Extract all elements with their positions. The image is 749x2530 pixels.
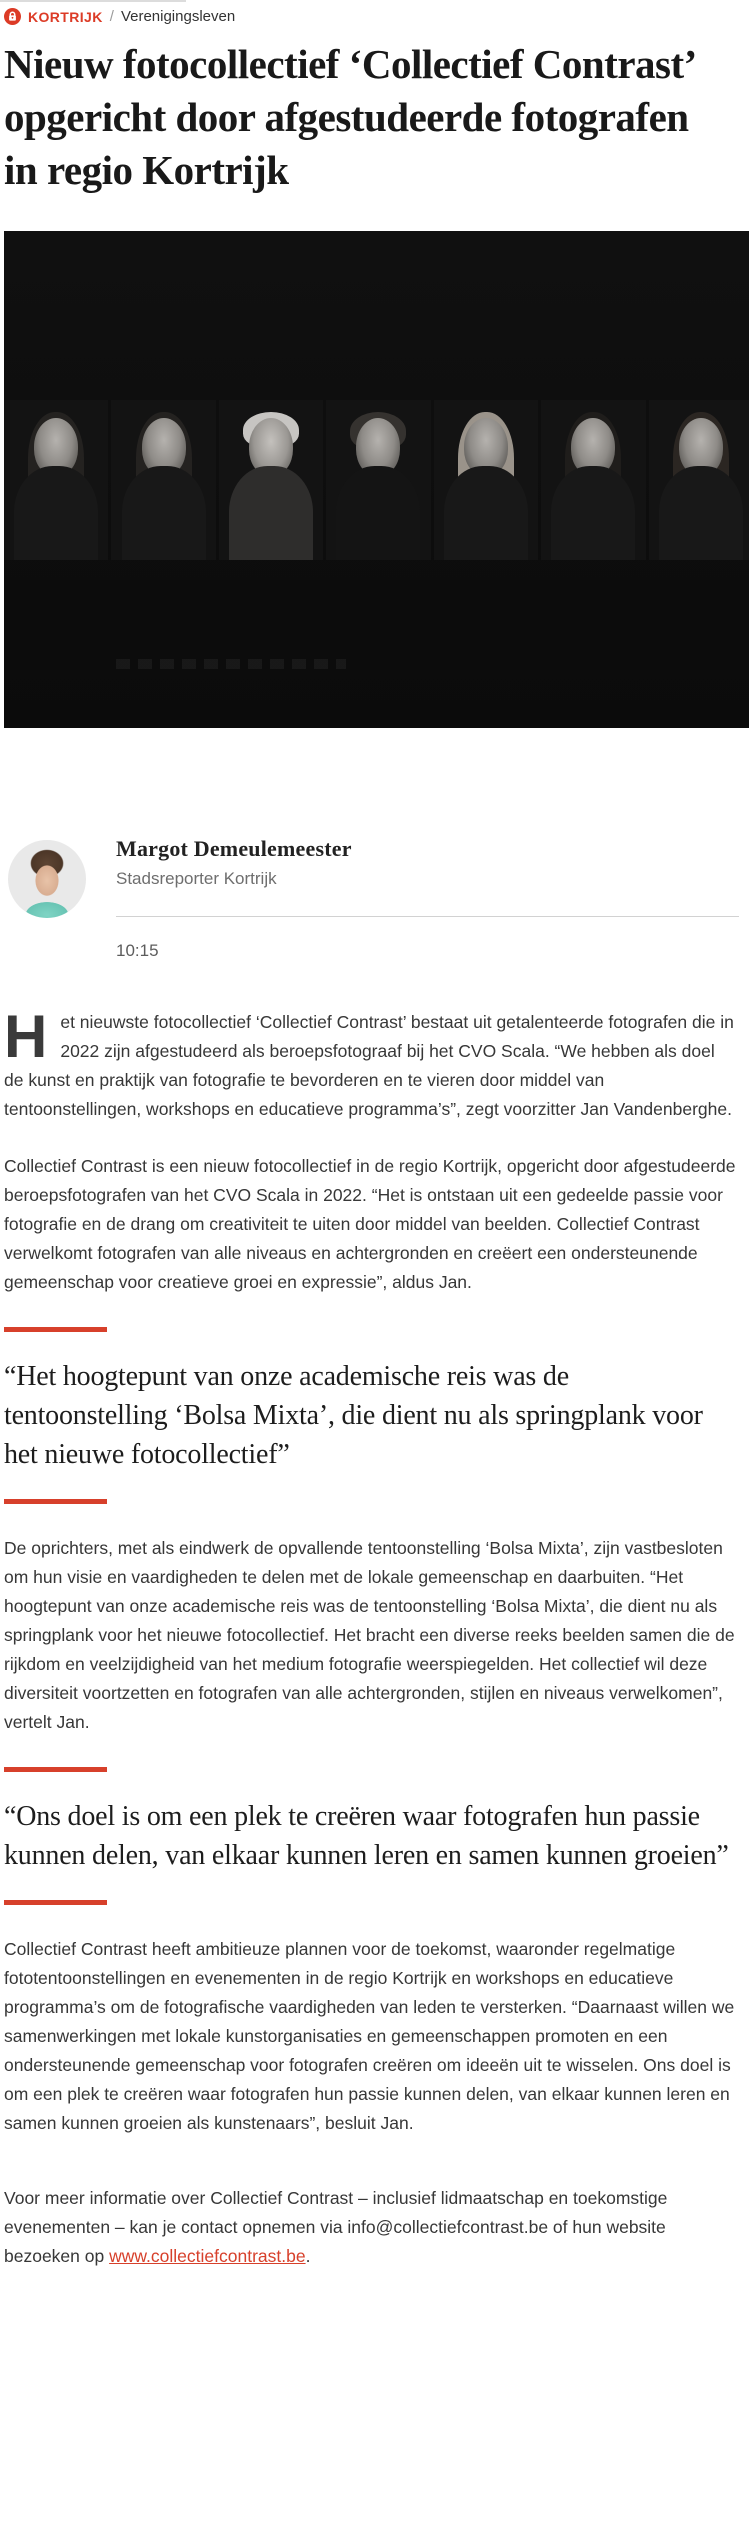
pullquote-2: [4, 1767, 739, 1905]
breadcrumb-separator: /: [109, 8, 114, 25]
breadcrumb-section-kortrijk[interactable]: KORTRIJK: [28, 8, 103, 25]
portrait-panel: [326, 400, 430, 560]
quote-rule-top: [4, 1327, 107, 1332]
hero-image: [4, 231, 749, 728]
paragraph-3: De oprichters, met als eindwerk de opvallende tentoonstelling ‘Bolsa Mixta’, zijn vastbesloten om hun visie en vaardigheden te delen met de lokale gemeenschap en daarbuiten. “Het hoogtepunt van onze academische reis was de tentoonstelling ‘Bolsa Mixta’, die dient nu als springplank voor het nieuwe fotocollectief. Het bracht een diverse reeks beelden samen die de rijkdom en veelzijdigheid van het medium fotografie weerspiegelden. Het collectief wil deze diversiteit voortzetten en fotografen van alle achtergronden, stijlen en niveaus verwelkomen”, vertelt Jan.: [4, 1538, 735, 1732]
portrait-panel: [111, 400, 215, 560]
author-meta: [116, 836, 739, 961]
quote-rule-bottom: [4, 1499, 107, 1504]
collectiefcontrast-link[interactable]: www.collectiefcontrast.be: [109, 2246, 306, 2266]
author-byline: [4, 836, 739, 961]
paragraph-5: [4, 2184, 739, 2271]
pullquote-2-text: “Ons doel is om een plek te creëren waar fotografen hun passie kunnen delen, van elkaar kunnen leren en samen kunnen groeien”: [4, 1801, 729, 1871]
portrait-panel: [649, 400, 749, 560]
portrait-strip: [4, 400, 749, 560]
portrait-panel: [541, 400, 645, 560]
hero-watermark: [116, 659, 346, 669]
publish-time: 10:15: [116, 941, 159, 960]
breadcrumb: [4, 8, 739, 25]
portrait-panel: [219, 400, 323, 560]
quote-rule-top: [4, 1767, 107, 1772]
paragraph-5-text: Voor meer informatie over Collectief Contrast – inclusief lidmaatschap en toekomstige evenementen – kan je contact opnemen via info@collectiefcontrast.be of hun website bezoeken op: [4, 2188, 668, 2266]
premium-lock-icon: [4, 8, 21, 25]
paragraph-2: Collectief Contrast is een nieuw fotocollectief in de regio Kortrijk, opgericht door afgestudeerde beroepsfotografen van het CVO Scala in 2022. “Het is ontstaan uit een gedeelde passie voor fotografie en de drang om creativiteit te uiten door middel van beelden. Collectief Contrast verwelkomt fotografen van alle niveaus en achtergronden en creëert een ondersteunende gemeenschap voor creatieve groei en expressie”, aldus Jan.: [4, 1156, 736, 1292]
quote-rule-bottom: [4, 1900, 107, 1905]
breadcrumb-category-verenigingsleven[interactable]: Verenigingsleven: [120, 8, 236, 25]
byline-divider: [116, 916, 739, 917]
paragraph-5-period: .: [305, 2246, 311, 2266]
portrait-panel: [4, 400, 108, 560]
pullquote-1-text: “Het hoogtepunt van onze academische reis was de tentoonstelling ‘Bolsa Mixta’, die dient nu als springplank voor het nieuwe fotocollectief”: [4, 1361, 703, 1470]
dropcap-letter: H: [4, 1003, 48, 1070]
author-name: Margot Demeulemeester: [116, 836, 352, 861]
paragraph-4: Collectief Contrast heeft ambitieuze plannen voor de toekomst, waaronder regelmatige fototentoonstellingen en evenementen in de regio Kortrijk en workshops en educatieve programma’s om de fotografische vaardigheden van leden te versterken. “Daarnaast willen we samenwerkingen met lokale kunstorganisaties en gemeenschappen promoten en een ondersteunende gemeenschap voor fotografen creëren om ideeën uit te wisselen. Ons doel is om een plek te creëren waar fotografen hun passie kunnen delen, van elkaar kunnen leren en samen kunnen groeien als kunstenaars”, besluit Jan.: [4, 1939, 735, 2133]
author-avatar: [8, 840, 86, 918]
article-body: [4, 1003, 739, 2271]
page-title: Nieuw fotocollectief ‘Collectief Contrast’ opgericht door afgestudeerde fotografen in regio Kortrijk: [4, 41, 694, 193]
pullquote-1: [4, 1327, 739, 1504]
author-role: Stadsreporter Kortrijk: [116, 869, 277, 888]
top-edge-artifact: [0, 0, 186, 2]
paragraph-1: [4, 1003, 739, 1124]
portrait-panel: [434, 400, 538, 560]
paragraph-1-text: et nieuwste fotocollectief ‘Collectief Contrast’ bestaat uit getalenteerde fotografen die in 2022 zijn afgestudeerd als beroepsfotograaf bij het CVO Scala. “We hebben als doel de kunst en praktijk van fotografie te bevorderen en te vieren door middel van tentoonstellingen, workshops en educatieve programma’s”, zegt voorzitter Jan Vandenberghe.: [4, 1012, 734, 1119]
